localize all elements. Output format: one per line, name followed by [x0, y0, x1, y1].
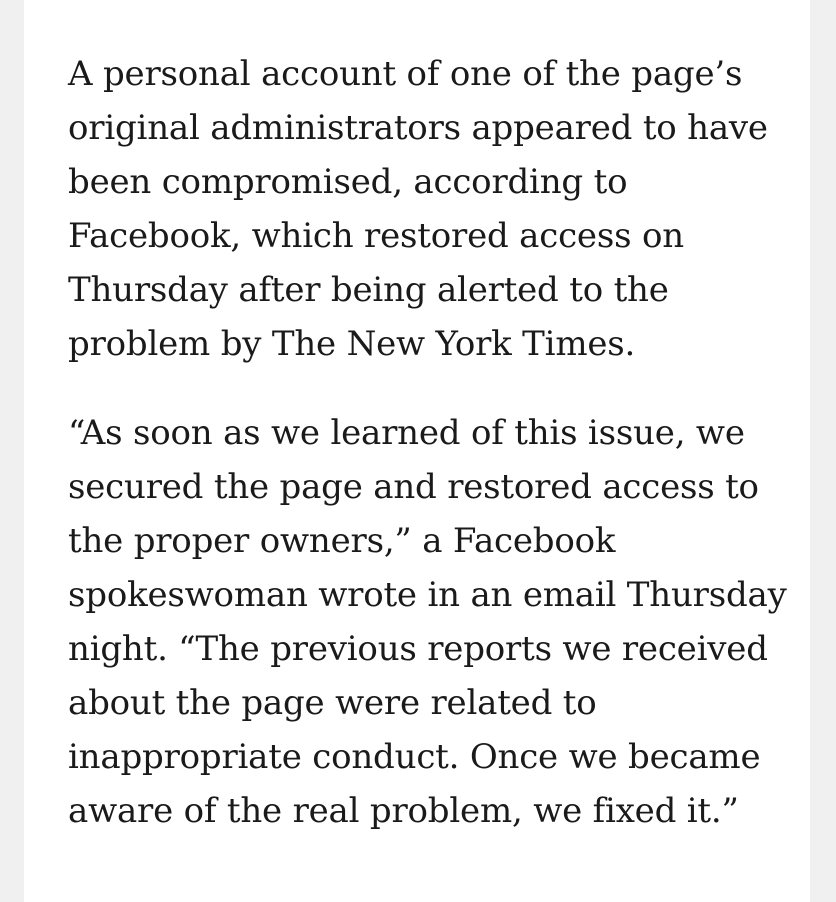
article-paragraph: A personal account of one of the page’s original administrators appeared to have been compromised, according to Facebook, which restored access on Thursday after being alerted to the problem by The New York Times.: [68, 54, 768, 364]
article-page: [24, 0, 810, 902]
article-body: [68, 47, 788, 838]
article-paragraph: “As soon as we learned of this issue, we secured the page and restored access to the proper owners,” a Facebook spokeswoman wrote in an email Thursday night. “The previous reports we received about the page were related to inappropriate conduct. Once we became aware of the real problem, we fixed it.”: [68, 413, 787, 831]
